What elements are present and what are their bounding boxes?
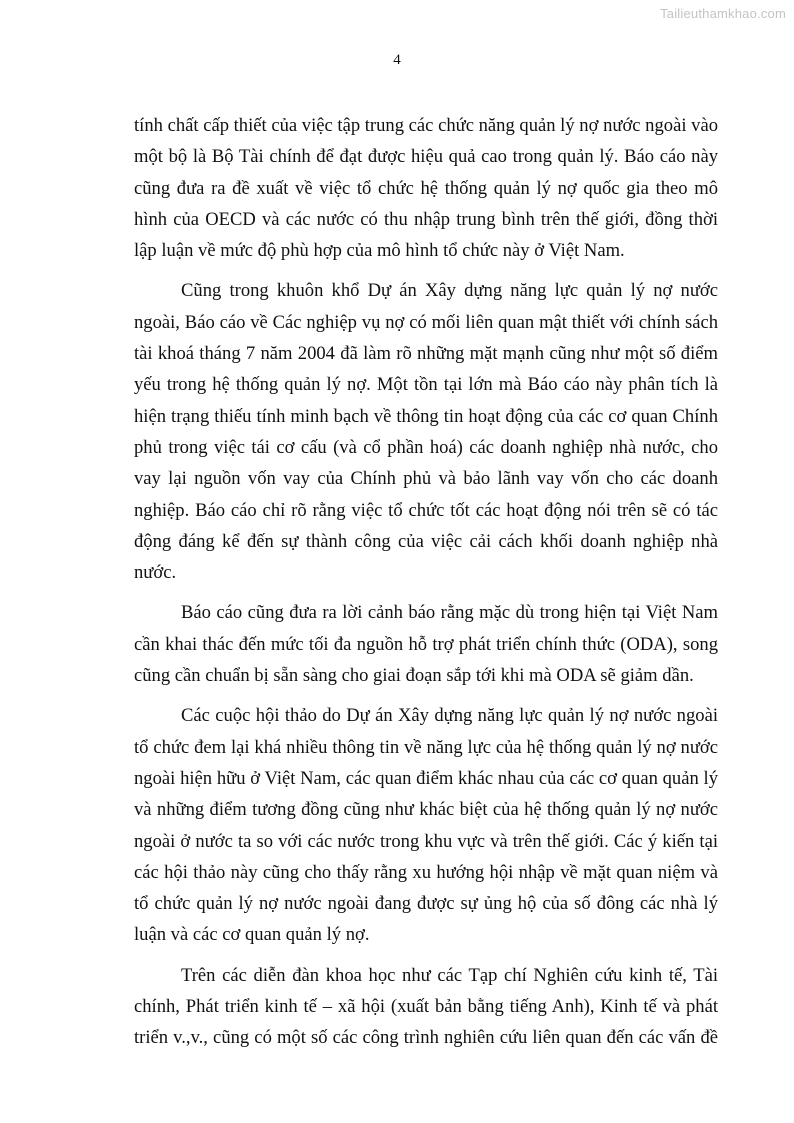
document-body <box>134 110 718 1054</box>
paragraph-oda-warning: Báo cáo cũng đưa ra lời cảnh báo rằng mặc dù trong hiện tại Việt Nam cần khai thác đến mức tối đa nguồn hỗ trợ phát triển chính thức (ODA), song cũng cần chuẩn bị sẵn sàng cho giai đoạn sắp tới khi mà ODA sẽ giảm dần. <box>134 602 718 687</box>
paragraph-debt-capacity-report: Cũng trong khuôn khổ Dự án Xây dựng năng lực quản lý nợ nước ngoài, Báo cáo về Các nghiệp vụ nợ có mối liên quan mật thiết với chính sách tài khoá tháng 7 năm 2004 đã làm rõ những mặt mạnh cũng như một số điểm yếu trong hệ thống quản lý nợ. Một tồn tại lớn mà Báo cáo này phân tích là hiện trạng thiếu tính minh bạch về thông tin hoạt động của các cơ quan Chính phủ trong việc tái cơ cấu (và cổ phần hoá) các doanh nghiệp nhà nước, cho vay lại nguồn vốn vay của Chính phủ và bảo lãnh vay vốn cho các doanh nghiệp. Báo cáo chỉ rõ rằng việc tổ chức tốt các hoạt động nói trên sẽ có tác động đáng kể đến sự thành công của việc cải cách khối doanh nghiệp nhà nước. <box>134 280 718 584</box>
paragraph-workshops: Các cuộc hội thảo do Dự án Xây dựng năng lực quản lý nợ nước ngoài tổ chức đem lại khá nhiều thông tin về năng lực của hệ thống quản lý nợ nước ngoài hiện hữu ở Việt Nam, các quan điểm khác nhau của các cơ quan quản lý và những điểm tương đồng cũng như khác biệt của hệ thống quản lý nợ nước ngoài ở nước ta so với các nước trong khu vực và trên thế giới. Các ý kiến tại các hội thảo này cũng cho thấy rằng xu hướng hội nhập về mặt quan niệm và tổ chức quản lý nợ nước ngoài đang được sự ủng hộ của số đông các nhà lý luận và các cơ quan quản lý nợ. <box>134 705 718 946</box>
page-number: 4 <box>393 52 401 68</box>
paragraph-continuation: tính chất cấp thiết của việc tập trung các chức năng quản lý nợ nước ngoài vào một bộ là Bộ Tài chính để đạt được hiệu quả cao trong quản lý. Báo cáo này cũng đưa ra đề xuất về việc tổ chức hệ thống quản lý nợ quốc gia theo mô hình của OECD và các nước có thu nhập trung bình trên thế giới, đồng thời lập luận về mức độ phù hợp của mô hình tổ chức này ở Việt Nam. <box>134 115 718 262</box>
watermark: Tailieuthamkhao.com <box>660 6 786 21</box>
paragraph-scientific-forums: Trên các diễn đàn khoa học như các Tạp chí Nghiên cứu kinh tế, Tài chính, Phát triển kinh tế – xã hội (xuất bản bằng tiếng Anh), Kinh tế và phát triển v.,v., cũng có một số các công trình nghiên cứu liên quan đến các vấn đề <box>134 964 718 1049</box>
